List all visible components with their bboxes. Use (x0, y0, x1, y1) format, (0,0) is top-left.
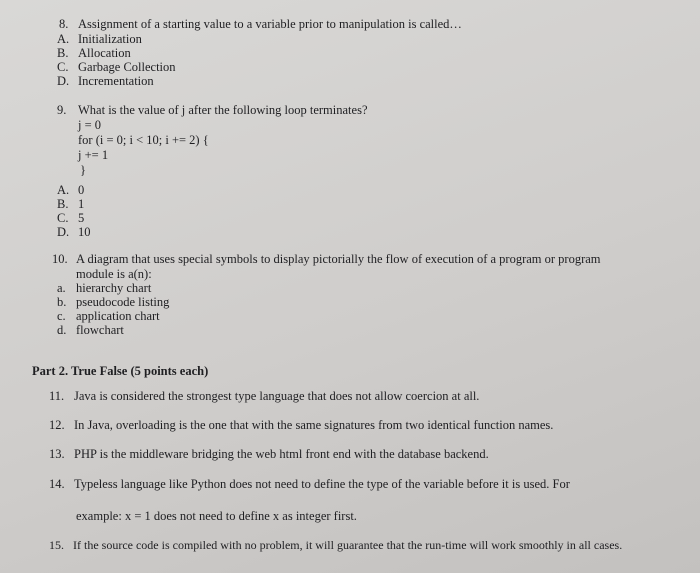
question-text: What is the value of j after the following loop terminates? (78, 103, 368, 117)
q8-option-b: B. Allocation (57, 46, 131, 60)
item-text: In Java, overloading is the one that with the same signatures from two identical function names. (74, 418, 554, 432)
code-line-2: for (i = 0; i < 10; i += 2) { (78, 133, 209, 147)
question-number: 10. (52, 252, 68, 266)
item-number: 12. (49, 418, 65, 432)
q8-option-c: C. Garbage Collection (57, 60, 176, 74)
tf-item-13 (49, 447, 489, 461)
item-number: 13. (49, 447, 65, 461)
item-text: PHP is the middleware bridging the web html front end with the database backend. (74, 447, 489, 461)
item-number: 11. (49, 389, 65, 403)
tf-item-15 (49, 538, 623, 552)
item-text: Java is considered the strongest type language that does not allow coercion at all. (74, 389, 480, 403)
tf-item-14-continuation: example: x = 1 does not need to define x as integer first. (76, 509, 357, 523)
tf-item-11 (49, 389, 480, 403)
code-line-3: j += 1 (78, 148, 109, 162)
question-number: 9. (57, 103, 67, 117)
q10-option-d: d. flowchart (57, 323, 124, 337)
question-9 (57, 103, 368, 117)
q9-option-c: C. 5 (57, 211, 85, 225)
q10-option-a: a. hierarchy chart (57, 281, 152, 295)
q8-option-d: D. Incrementation (57, 74, 154, 88)
q9-option-a: A. 0 (57, 183, 85, 197)
tf-item-12 (49, 418, 554, 432)
item-text: If the source code is compiled with no problem, it will guarantee that the run-time will work smoothly in all cases. (73, 538, 623, 552)
q10-option-b: b. pseudocode listing (57, 295, 170, 309)
question-number: 8. (59, 17, 69, 31)
code-line-4: } (80, 163, 86, 177)
q10-option-c: c. application chart (57, 309, 160, 323)
item-number: 14. (49, 477, 65, 491)
question-text-line-2: module is a(n): (76, 267, 152, 281)
item-number: 15. (49, 538, 64, 552)
question-10 (52, 252, 601, 266)
tf-item-14 (49, 477, 570, 491)
code-line-1: j = 0 (78, 118, 102, 132)
part-2-heading: Part 2. True False (5 points each) (32, 364, 209, 378)
q9-option-b: B. 1 (57, 197, 85, 211)
item-text: Typeless language like Python does not need to define the type of the variable before it is used. For (74, 477, 570, 491)
q8-option-a: A. Initialization (57, 32, 142, 46)
question-text: Assignment of a starting value to a variable prior to manipulation is called… (78, 17, 462, 31)
question-8 (59, 17, 462, 31)
question-text-line-1: A diagram that uses special symbols to display pictorially the flow of execution of a program or program (76, 252, 601, 266)
q9-option-d: D. 10 (57, 225, 91, 239)
